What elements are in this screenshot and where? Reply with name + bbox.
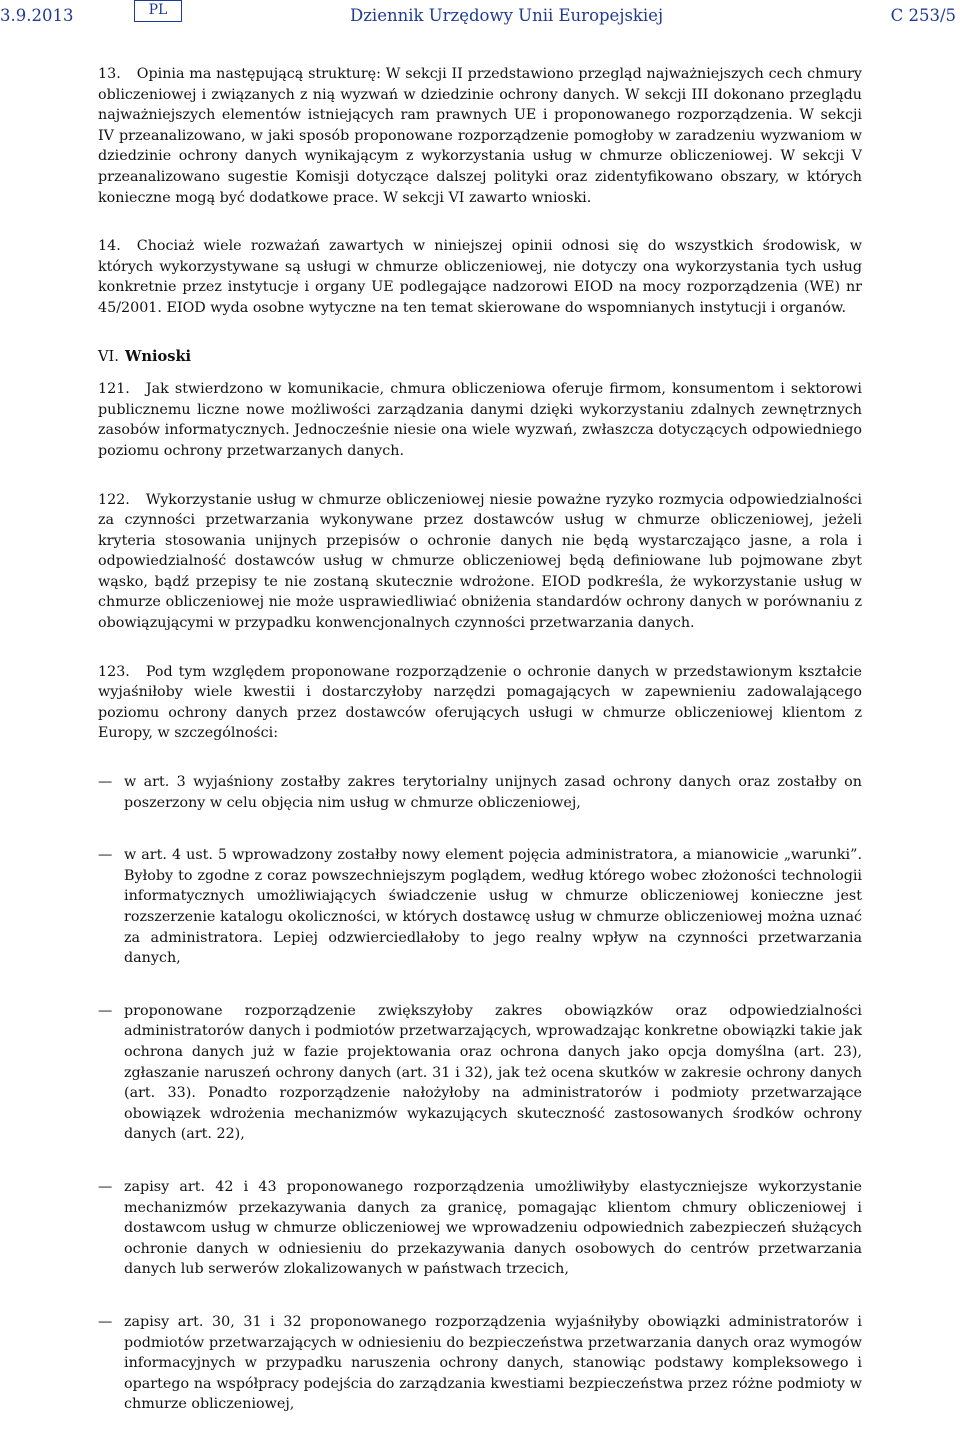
paragraph-122 (98, 490, 862, 634)
paragraph-text: Wykorzystanie usług w chmurze obliczeniowej niesie poważne ryzyko rozmycia odpowiedzialności za czynności przetwarzania wykonywane przez dostawców usług w chmurze obliczeniowej, jeżeli kryteria stosowania unijnych przepisów o ochronie danych nie będą wystarczająco jasne, a rola i odpowiedzialność dostawców usług w chmurze obliczeniowej będą definiowane lub pojmowane zbyt wąsko, bądź przepisy te nie zostaną skutecznie wdrożone. EIOD podkreśla, że wykorzystanie usług w chmurze obliczeniowej nie może usprawiedliwiać obniżenia standardów ochrony danych w porównaniu z obowiązującymi w przypadku konwencjonalnych czynności przetwarzania danych. (98, 491, 862, 632)
section-title: Wnioski (124, 347, 192, 365)
publication-date: 3.9.2013 (0, 6, 74, 25)
paragraph-number: 14. (98, 238, 121, 255)
list-item (98, 1001, 862, 1145)
list-item-text: zapisy art. 30, 31 i 32 proponowanego rozporządzenia wyjaśniłyby obowiązki administratorów i podmiotów przetwarzających w odniesieniu do bezpieczeństwa przetwarzania danych oraz wymogów informacyjnych w przypadku naruszenia ochrony danych, stanowiąc podstawy kompleksowego i opartego na współpracy podejścia do zarządzania kwestiami bezpieczeństwa przez różne podmioty w chmurze obliczeniowej, (124, 1313, 862, 1413)
list-item (98, 845, 862, 969)
dash-marker: — (98, 1002, 113, 1019)
paragraph-text: Pod tym względem proponowane rozporządzenie o ochronie danych w przedstawionym kształcie wyjaśniłoby wiele kwestii i dostarczyłoby narzędzi pomagających w zapewnieniu zadowalającego poziomu ochrony danych przez dostawców oferujących usługi w chmurze obliczeniowej klientom z Europy, w szczególności: (98, 663, 862, 742)
paragraph-text: Opinia ma następującą strukturę: W sekcji II przedstawiono przegląd najważniejszych cech chmury obliczeniowej i związanych z nią wyzwań w dziedzinie ochrony danych. W sekcji III dokonano przeglądu najważniejszych elementów istniejących ram prawnych UE i proponowanego rozporządzenia. W sekcji IV przeanalizowano, w jaki sposób proponowane rozporządzenie pomogłoby w zaradzeniu wyzwaniom w dziedzinie ochrony danych wynikającym z wykorzystania usług w chmurze obliczeniowej. W sekcji V przeanalizowano sugestie Komisji dotyczące dalszej polityki oraz zidentyfikowano obszary, w których konieczne mogą być dodatkowe prace. W sekcji VI zawarto wnioski. (98, 66, 862, 206)
dash-marker: — (98, 847, 113, 864)
list-item-text: proponowane rozporządzenie zwiększyłoby zakres obowiązków oraz odpowiedzialności administratorów danych i podmiotów przetwarzających, wprowadzając konkretne obowiązki takie jak ochrona danych już w fazie projektowania oraz ochrona danych jako opcja domyślna (art. 23), zgłaszanie naruszeń ochrony danych (art. 31 i 32), jak też ocena skutków w zakresie ochrony danych (art. 33). Ponadto rozporządzenie nałożyłoby na administratorów i podmioty przetwarzające obowiązek wdrożenia mechanizmów wykazujących skuteczność zastosowanych środków ochrony danych (art. 22), (124, 1002, 862, 1143)
paragraph-number: 122. (98, 491, 130, 508)
paragraph-123 (98, 662, 862, 744)
conclusions-list (98, 772, 862, 1415)
list-item-text: zapisy art. 42 i 43 proponowanego rozporządzenia umożliwiłyby elastyczniejsze wykorzystanie mechanizmów przekazywania danych za granicę, pomagając klientom chmury obliczeniowej i dostawcom usług w chmurze obliczeniowej we wprowadzeniu odpowiednich zabezpieczeń służących ochronie danych w odniesieniu do przekazywania danych osobowych do centrów przetwarzania danych lub serwerów zlokalizowanych w państwach trzecich, (124, 1178, 862, 1278)
paragraph-121 (98, 379, 862, 461)
list-item (98, 1177, 862, 1280)
list-item (98, 772, 862, 813)
paragraph-text: Jak stwierdzono w komunikacie, chmura obliczeniowa oferuje firmom, konsumentom i sektorowi publicznemu liczne nowe możliwości zarządzania danymi dzięki wykorzystaniu zdalnych zewnętrznych zasobów informatycznych. Jednocześnie niesie ona wiele wyzwań, zwłaszcza dotyczących odpowiedniego poziomu ochrony przetwarzanych danych. (98, 381, 862, 459)
list-item-text: w art. 3 wyjaśniony zostałby zakres terytorialny unijnych zasad ochrony danych oraz zostałby on poszerzony w celu objęcia nim usług w chmurze obliczeniowej, (124, 774, 862, 811)
paragraph-14 (98, 236, 862, 318)
page-reference: C 253/5 (890, 6, 956, 25)
dash-marker: — (98, 1178, 113, 1195)
list-item-text: w art. 4 ust. 5 wprowadzony zostałby nowy element pojęcia administratora, a mianowicie „warunki”. Byłoby to zgodne z coraz powszechniejszym poglądem, według którego wobec złożoności technologii informatycznych umożliwiających świadczenie usług w chmurze obliczeniowej konieczne jest rozszerzenie katalogu okoliczności, w których dostawcę usług w chmurze obliczeniowej można uznać za administratora. Lepiej odzwierciedlałoby to jego realny wpływ na czynności przetwarzania danych, (124, 847, 862, 967)
journal-header (0, 0, 960, 40)
paragraph-number: 13. (98, 66, 121, 82)
document-body (98, 64, 862, 1447)
section-heading (98, 347, 862, 368)
paragraph-text: Chociaż wiele rozważań zawartych w niniejszej opinii odnosi się do wszystkich środowisk, w których wykorzystywane są usługi w chmurze obliczeniowej, nie dotyczy ona wykorzystania tych usług konkretnie przez instytucje i organy UE podlegające nadzorowi EIOD na mocy rozporządzenia (WE) nr 45/2001. EIOD wyda osobne wytyczne na ten temat skierowane do wspomnianych instytucji i organów. (98, 238, 862, 316)
paragraph-number: 121. (98, 381, 130, 398)
dash-marker: — (98, 774, 113, 791)
journal-title: Dziennik Urzędowy Unii Europejskiej (350, 6, 664, 25)
list-item (98, 1312, 862, 1415)
paragraph-number: 123. (98, 663, 130, 680)
language-badge: PL (134, 0, 182, 22)
section-number: VI. (98, 347, 119, 365)
paragraph-13 (98, 64, 862, 208)
dash-marker: — (98, 1313, 113, 1330)
